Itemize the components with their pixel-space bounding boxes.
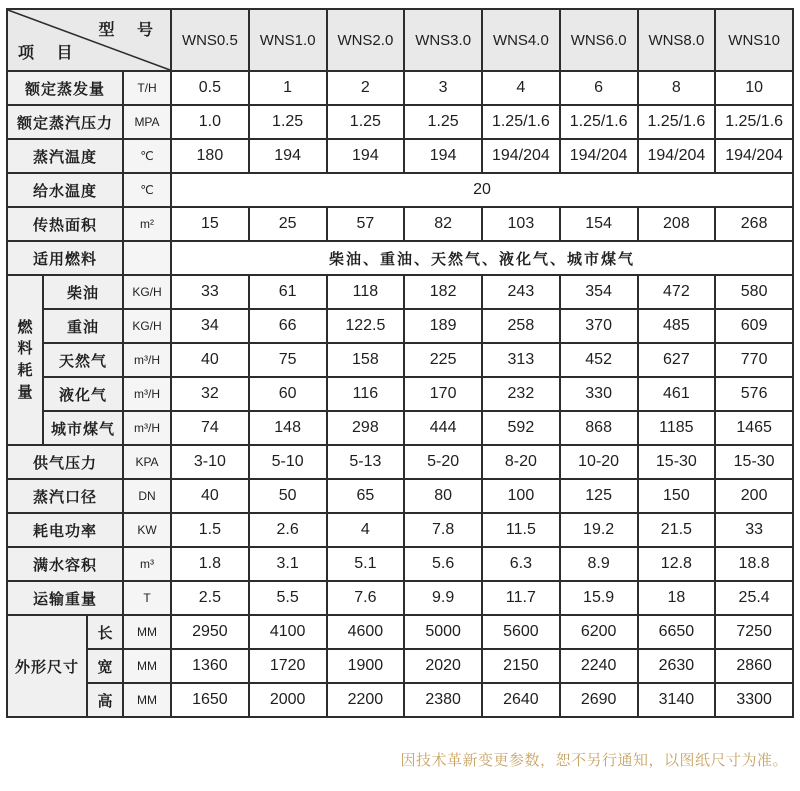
model-header: WNS1.0 — [249, 9, 327, 71]
value-cell: 150 — [638, 479, 716, 513]
unit-cell: T — [123, 581, 171, 615]
row-label: 额定蒸汽压力 — [7, 105, 123, 139]
row-label: 满水容积 — [7, 547, 123, 581]
value-cell: 34 — [171, 309, 249, 343]
value-cell: 15-30 — [638, 445, 716, 479]
unit-cell: KG/H — [123, 275, 171, 309]
row-label: 适用燃料 — [7, 241, 123, 275]
table-row — [7, 615, 793, 649]
footer-note: 因技术革新变更参数，恕不另行通知，以图纸尺寸为准。 — [400, 752, 788, 769]
value-cell: 118 — [327, 275, 405, 309]
value-cell: 1 — [249, 71, 327, 105]
value-cell: 2020 — [404, 649, 482, 683]
table-row — [7, 479, 793, 513]
value-cell: 1.0 — [171, 105, 249, 139]
unit-cell: MM — [123, 649, 171, 683]
value-cell: 154 — [560, 207, 638, 241]
table-row — [7, 105, 793, 139]
value-cell: 609 — [715, 309, 793, 343]
value-cell: 5000 — [404, 615, 482, 649]
value-cell: 225 — [404, 343, 482, 377]
table-row — [7, 547, 793, 581]
value-cell: 770 — [715, 343, 793, 377]
model-header: WNS2.0 — [327, 9, 405, 71]
row-label: 供气压力 — [7, 445, 123, 479]
table-row — [7, 513, 793, 547]
value-cell: 232 — [482, 377, 560, 411]
value-cell: 21.5 — [638, 513, 716, 547]
value-cell: 1.25/1.6 — [560, 105, 638, 139]
value-cell: 2.5 — [171, 581, 249, 615]
value-cell: 74 — [171, 411, 249, 445]
value-cell: 208 — [638, 207, 716, 241]
value-cell: 4 — [327, 513, 405, 547]
table-row — [7, 581, 793, 615]
unit-cell: m² — [123, 207, 171, 241]
value-cell: 7.6 — [327, 581, 405, 615]
unit-cell: MPA — [123, 105, 171, 139]
value-cell: 10 — [715, 71, 793, 105]
unit-cell: KPA — [123, 445, 171, 479]
unit-cell: T/H — [123, 71, 171, 105]
row-label: 柴油 — [43, 275, 123, 309]
row-label: 宽 — [87, 649, 123, 683]
merged-value: 20 — [171, 173, 793, 207]
value-cell: 1465 — [715, 411, 793, 445]
value-cell: 11.5 — [482, 513, 560, 547]
value-cell: 5.6 — [404, 547, 482, 581]
merged-value: 柴油、重油、天然气、液化气、城市煤气 — [171, 241, 793, 275]
value-cell: 5-13 — [327, 445, 405, 479]
value-cell: 1360 — [171, 649, 249, 683]
value-cell: 194 — [327, 139, 405, 173]
value-cell: 194 — [404, 139, 482, 173]
value-cell: 82 — [404, 207, 482, 241]
value-cell: 65 — [327, 479, 405, 513]
value-cell: 2200 — [327, 683, 405, 717]
table-row — [7, 411, 793, 445]
table-row — [7, 275, 793, 309]
unit-cell: KW — [123, 513, 171, 547]
table-row — [7, 445, 793, 479]
value-cell: 7.8 — [404, 513, 482, 547]
table-row — [7, 173, 793, 207]
value-cell: 8 — [638, 71, 716, 105]
table-row — [7, 377, 793, 411]
value-cell: 627 — [638, 343, 716, 377]
spec-table — [6, 8, 794, 718]
value-cell: 5.1 — [327, 547, 405, 581]
unit-cell: m³/H — [123, 411, 171, 445]
value-cell: 330 — [560, 377, 638, 411]
value-cell: 5.5 — [249, 581, 327, 615]
value-cell: 189 — [404, 309, 482, 343]
unit-cell: ℃ — [123, 139, 171, 173]
row-label: 天然气 — [43, 343, 123, 377]
value-cell: 258 — [482, 309, 560, 343]
row-label: 蒸汽口径 — [7, 479, 123, 513]
table-body — [7, 71, 793, 717]
value-cell: 9.9 — [404, 581, 482, 615]
value-cell: 194 — [249, 139, 327, 173]
value-cell: 4100 — [249, 615, 327, 649]
value-cell: 580 — [715, 275, 793, 309]
value-cell: 125 — [560, 479, 638, 513]
row-label: 重油 — [43, 309, 123, 343]
value-cell: 1.25 — [327, 105, 405, 139]
value-cell: 3300 — [715, 683, 793, 717]
value-cell: 25 — [249, 207, 327, 241]
unit-cell: m³ — [123, 547, 171, 581]
table-row — [7, 71, 793, 105]
value-cell: 1.25 — [249, 105, 327, 139]
header-row — [7, 9, 793, 71]
value-cell: 10-20 — [560, 445, 638, 479]
table-row — [7, 309, 793, 343]
value-cell: 15 — [171, 207, 249, 241]
value-cell: 1.25/1.6 — [482, 105, 560, 139]
value-cell: 194/204 — [560, 139, 638, 173]
value-cell: 50 — [249, 479, 327, 513]
value-cell: 116 — [327, 377, 405, 411]
row-label: 高 — [87, 683, 123, 717]
value-cell: 298 — [327, 411, 405, 445]
unit-cell: m³/H — [123, 343, 171, 377]
value-cell: 19.2 — [560, 513, 638, 547]
model-header: WNS10 — [715, 9, 793, 71]
value-cell: 1.5 — [171, 513, 249, 547]
value-cell: 61 — [249, 275, 327, 309]
header-model-caption: 型 号 — [98, 22, 162, 39]
row-label: 城市煤气 — [43, 411, 123, 445]
unit-cell: m³/H — [123, 377, 171, 411]
value-cell: 15-30 — [715, 445, 793, 479]
row-label: 长 — [87, 615, 123, 649]
value-cell: 2380 — [404, 683, 482, 717]
model-header: WNS4.0 — [482, 9, 560, 71]
value-cell: 60 — [249, 377, 327, 411]
value-cell: 6 — [560, 71, 638, 105]
value-cell: 1.8 — [171, 547, 249, 581]
value-cell: 268 — [715, 207, 793, 241]
value-cell: 243 — [482, 275, 560, 309]
value-cell: 576 — [715, 377, 793, 411]
value-cell: 3-10 — [171, 445, 249, 479]
model-header: WNS0.5 — [171, 9, 249, 71]
value-cell: 2630 — [638, 649, 716, 683]
value-cell: 6.3 — [482, 547, 560, 581]
value-cell: 6650 — [638, 615, 716, 649]
unit-cell: KG/H — [123, 309, 171, 343]
value-cell: 5-10 — [249, 445, 327, 479]
unit-cell: ℃ — [123, 173, 171, 207]
model-header: WNS3.0 — [404, 9, 482, 71]
header-item-caption: 项 目 — [18, 45, 82, 62]
value-cell: 354 — [560, 275, 638, 309]
value-cell: 313 — [482, 343, 560, 377]
value-cell: 66 — [249, 309, 327, 343]
value-cell: 122.5 — [327, 309, 405, 343]
table-row — [7, 207, 793, 241]
value-cell: 2.6 — [249, 513, 327, 547]
group-label: 燃 料 耗 量 — [7, 275, 43, 445]
diagonal-cell — [7, 9, 171, 71]
value-cell: 33 — [171, 275, 249, 309]
value-cell: 461 — [638, 377, 716, 411]
value-cell: 2860 — [715, 649, 793, 683]
value-cell: 18.8 — [715, 547, 793, 581]
value-cell: 80 — [404, 479, 482, 513]
value-cell: 8-20 — [482, 445, 560, 479]
model-header: WNS8.0 — [638, 9, 716, 71]
value-cell: 182 — [404, 275, 482, 309]
value-cell: 57 — [327, 207, 405, 241]
row-label: 给水温度 — [7, 173, 123, 207]
value-cell: 100 — [482, 479, 560, 513]
value-cell: 3 — [404, 71, 482, 105]
value-cell: 12.8 — [638, 547, 716, 581]
value-cell: 15.9 — [560, 581, 638, 615]
unit-cell: DN — [123, 479, 171, 513]
value-cell: 1650 — [171, 683, 249, 717]
value-cell: 5600 — [482, 615, 560, 649]
value-cell: 1.25/1.6 — [715, 105, 793, 139]
table-row — [7, 683, 793, 717]
value-cell: 8.9 — [560, 547, 638, 581]
value-cell: 40 — [171, 479, 249, 513]
value-cell: 32 — [171, 377, 249, 411]
value-cell: 6200 — [560, 615, 638, 649]
value-cell: 40 — [171, 343, 249, 377]
value-cell: 2640 — [482, 683, 560, 717]
value-cell: 4 — [482, 71, 560, 105]
value-cell: 1900 — [327, 649, 405, 683]
value-cell: 592 — [482, 411, 560, 445]
value-cell: 200 — [715, 479, 793, 513]
value-cell: 2950 — [171, 615, 249, 649]
table-row — [7, 139, 793, 173]
value-cell: 103 — [482, 207, 560, 241]
value-cell: 2690 — [560, 683, 638, 717]
unit-cell: MM — [123, 683, 171, 717]
value-cell: 75 — [249, 343, 327, 377]
value-cell: 158 — [327, 343, 405, 377]
row-label: 运输重量 — [7, 581, 123, 615]
row-label: 额定蒸发量 — [7, 71, 123, 105]
table-row — [7, 649, 793, 683]
value-cell: 2150 — [482, 649, 560, 683]
value-cell: 170 — [404, 377, 482, 411]
model-header: WNS6.0 — [560, 9, 638, 71]
value-cell: 4600 — [327, 615, 405, 649]
table-row — [7, 241, 793, 275]
unit-cell — [123, 241, 171, 275]
value-cell: 868 — [560, 411, 638, 445]
value-cell: 194/204 — [715, 139, 793, 173]
value-cell: 370 — [560, 309, 638, 343]
value-cell: 1185 — [638, 411, 716, 445]
value-cell: 2 — [327, 71, 405, 105]
value-cell: 180 — [171, 139, 249, 173]
value-cell: 0.5 — [171, 71, 249, 105]
value-cell: 444 — [404, 411, 482, 445]
value-cell: 1.25/1.6 — [638, 105, 716, 139]
value-cell: 18 — [638, 581, 716, 615]
value-cell: 194/204 — [638, 139, 716, 173]
row-label: 耗电功率 — [7, 513, 123, 547]
row-label: 蒸汽温度 — [7, 139, 123, 173]
table-row — [7, 343, 793, 377]
value-cell: 5-20 — [404, 445, 482, 479]
value-cell: 7250 — [715, 615, 793, 649]
value-cell: 11.7 — [482, 581, 560, 615]
value-cell: 2000 — [249, 683, 327, 717]
value-cell: 25.4 — [715, 581, 793, 615]
row-label: 液化气 — [43, 377, 123, 411]
value-cell: 1.25 — [404, 105, 482, 139]
value-cell: 452 — [560, 343, 638, 377]
value-cell: 33 — [715, 513, 793, 547]
row-label: 传热面积 — [7, 207, 123, 241]
value-cell: 472 — [638, 275, 716, 309]
value-cell: 194/204 — [482, 139, 560, 173]
group-label: 外形尺寸 — [7, 615, 87, 717]
value-cell: 148 — [249, 411, 327, 445]
unit-cell: MM — [123, 615, 171, 649]
value-cell: 3140 — [638, 683, 716, 717]
value-cell: 3.1 — [249, 547, 327, 581]
value-cell: 1720 — [249, 649, 327, 683]
value-cell: 485 — [638, 309, 716, 343]
value-cell: 2240 — [560, 649, 638, 683]
